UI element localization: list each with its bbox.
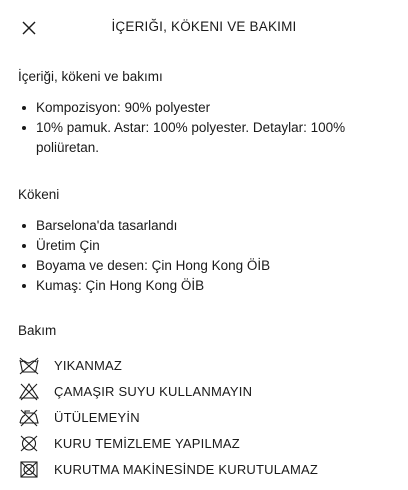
- care-label: KURUTMA MAKİNESİNDE KURUTULAMAZ: [54, 461, 319, 477]
- care-label: ÜTÜLEMEYİN: [54, 409, 140, 425]
- list-item: 10% pamuk. Astar: 100% polyester. Detaylar: 100% poliüretan.: [18, 118, 394, 158]
- care-list: [18, 352, 394, 482]
- care-item: [18, 352, 394, 378]
- care-label: YIKANMAZ: [54, 357, 123, 373]
- origin-list: [18, 216, 394, 296]
- composition-title: İçeriği, kökeni ve bakımı: [18, 69, 163, 84]
- do-not-dry-clean-icon: [18, 433, 40, 453]
- list-item: Barselona'da tasarlandı: [18, 216, 394, 236]
- care-title: Bakım: [18, 323, 57, 338]
- list-item: Kompozisyon: 90% polyester: [18, 98, 394, 118]
- care-item: [18, 404, 394, 430]
- list-item: Üretim Çin: [18, 236, 394, 256]
- care-item: [18, 378, 394, 404]
- list-item: Kumaş: Çin Hong Kong ÖİB: [18, 276, 394, 296]
- header: [0, 0, 408, 56]
- composition-section: [18, 68, 394, 186]
- do-not-tumble-dry-icon: [18, 459, 40, 479]
- care-label: KURU TEMİZLEME YAPILMAZ: [54, 435, 240, 451]
- do-not-iron-icon: [18, 407, 40, 427]
- do-not-wash-icon: [18, 355, 40, 375]
- composition-list: [18, 98, 394, 158]
- care-section: [18, 322, 394, 482]
- care-label: ÇAMAŞIR SUYU KULLANMAYIN: [54, 383, 253, 399]
- details-content: [18, 68, 394, 482]
- page-title: İÇERIĞI, KÖKENI VE BAKIMI: [111, 19, 297, 34]
- list-item: Boyama ve desen: Çin Hong Kong ÖİB: [18, 256, 394, 276]
- origin-section: [18, 186, 394, 322]
- origin-title: Kökeni: [18, 187, 60, 202]
- care-item: [18, 456, 394, 482]
- do-not-bleach-icon: [18, 381, 40, 401]
- care-item: [18, 430, 394, 456]
